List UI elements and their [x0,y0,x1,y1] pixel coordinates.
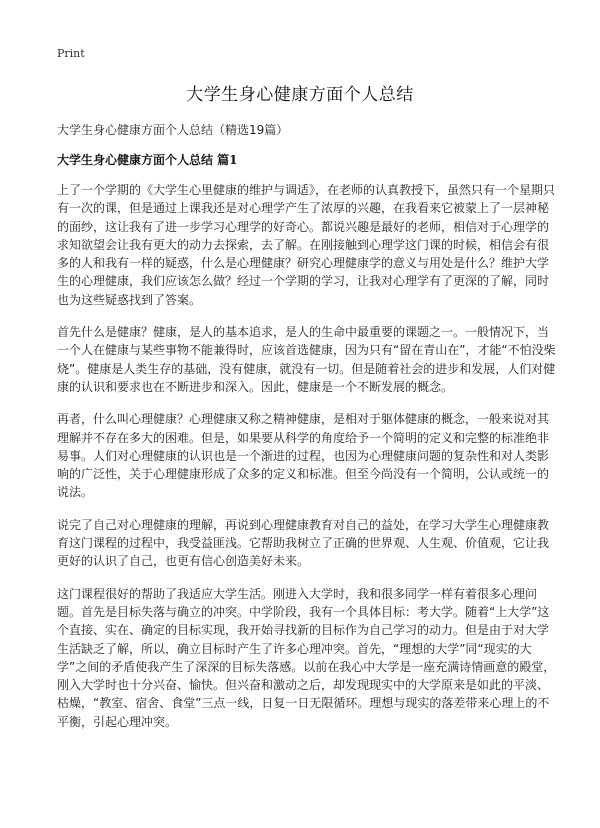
paragraph: 这门课程很好的帮助了我适应大学生活。刚进入大学时，我和很多同学一样有着很多心理问题。首先是目标失落与确立的冲突。中学阶段，我有一个具体目标：考大学。随着“上大学”这个直接、实在、确定的目标实现，我开始寻找新的目标作为自己学习的动力。但是由于对大学生活缺乏了解，所以，确立目标时产生了许多心理冲突。首先，“理想的大学”同“现实的大学”之间的矛盾使我产生了深深的目标失落感。以前在我心中大学是一座充满诗情画意的殿堂，刚入大学时也十分兴奋、愉快。但兴奋和激动之后，却发现现实中的大学原来是如此的平淡、枯燥，“教室、宿舍、食堂”三点一线，日复一日无限循环。理想与现实的落差带来心理上的不平衡，引起心理冲突。 [57,586,556,729]
paragraph: 说完了自己对心理健康的理解，再说到心理健康教育对自己的益处，在学习大学生心理健康教育这门课程的过程中，我受益匪浅。它帮助我树立了正确的世界观、人生观、价值观，它让我更好的认识了自己，也更有信心创造美好未来。 [57,517,550,569]
print-label[interactable]: Print [57,47,85,60]
paragraph: 首先什么是健康？健康，是人的基本追求，是人的生命中最重要的课题之一。一般情况下，当一个人在健康与某些事物不能兼得时，应该首选健康，因为只有“留在青山在”，才能“不怕没柴烧”。健康是人类生存的基础，没有健康，就没有一切。但是随着社会的进步和发展，人们对健康的认识和要求也在不断进步和深入。因此，健康是一个不断发展的概念。 [57,325,556,394]
paragraph: 上了一个学期的《大学生心里健康的维护与调适》，在老师的认真教授下，虽然只有一个星期只有一次的课，但是通过上课我还是对心理学产生了浓厚的兴趣，在我看来它被蒙上了一层神秘的面纱，这让我有了进一步学习心理学的好奇心。都说兴趣是最好的老师，相信对于心理学的求知欲望会让我有更大的动力去探索，去了解。在刚接触到心理学这门课的时候，相信会有很多的人和我有一样的疑惑，什么是心理健康？研究心理健康学的意义与用处是什么？维护大学生的心理健康，我们应该怎么做？经过一个学期的学习，让我对心理学有了更深的了解，同时也为这些疑惑找到了答案。 [57,183,556,307]
document-title: 大学生身心健康方面个人总结 [186,85,414,105]
paragraph: 再者，什么叫心理健康？心理健康又称之精神健康，是相对于躯体健康的概念，一般来说对其理解并不存在多大的困难。但是，如果要从科学的角度给予一个简明的定义和完整的标准绝非易事。人们对心理健康的认识也是一个渐进的过程，也因为心理健康问题的复杂性和对人类影响的广泛性，关于心理健康形成了众多的定义和标准。但至今尚没有一个简明，公认或统一的说法。 [57,412,550,500]
body-text [57,181,560,745]
section-heading: 大学生身心健康方面个人总结 篇1 [57,153,238,167]
document-subtitle: 大学生身心健康方面个人总结（精选19篇） [57,123,289,137]
